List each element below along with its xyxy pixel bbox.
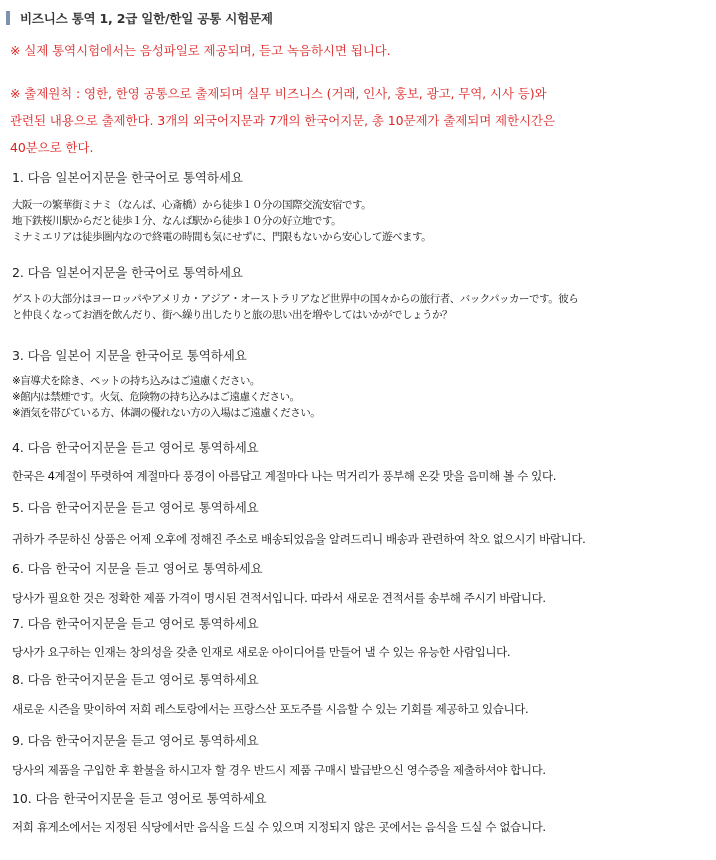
question-passage: 당사가 요구하는 인재는 창의성을 갖춘 인재로 새로운 아이디어를 만들어 낼 수 있는 유능한 사람입니다. bbox=[12, 645, 511, 659]
question-heading: 5. 다음 한국어지문을 듣고 영어로 통역하세요 bbox=[12, 500, 259, 515]
question-7 bbox=[12, 614, 510, 660]
question-3 bbox=[12, 346, 320, 421]
passage-line: と仲良くなってお酒を飲んだり、街へ繰り出したりと旅の思い出を増やしてはいかがでしょうか？ bbox=[12, 309, 452, 321]
question-heading: 4. 다음 한국어지문을 듣고 영어로 통역하세요 bbox=[12, 440, 259, 455]
question-passage bbox=[12, 291, 578, 323]
question-passage bbox=[12, 197, 431, 245]
notice-recording: ※ 실제 통역시험에서는 음성파일로 제공되며, 듣고 녹음하시면 됩니다. bbox=[10, 43, 391, 58]
page-title: 비즈니스 통역 1, 2급 일한/한일 공통 시험문제 bbox=[20, 11, 273, 26]
question-heading: 10. 다음 한국어지문을 듣고 영어로 통역하세요 bbox=[12, 791, 267, 806]
question-heading: 6. 다음 한국어 지문을 듣고 영어로 통역하세요 bbox=[12, 561, 263, 576]
question-passage: 저희 휴게소에서는 지정된 식당에서만 음식을 드실 수 있으며 지정되지 않은 곳에서는 음식을 드실 수 없습니다. bbox=[12, 820, 546, 834]
question-1 bbox=[12, 168, 431, 245]
passage-line: ※盲導犬を除き、ペットの持ち込みはご遠慮ください。 bbox=[12, 375, 260, 387]
notice-principles-line-1: ※ 출제원칙 : 영한, 한영 공통으로 출제되며 실무 비즈니스 (거래, 인사, 홍보, 광고, 무역, 시사 등)와 bbox=[10, 86, 547, 101]
question-passage: 당사의 제품을 구입한 후 환불을 하시고자 할 경우 반드시 제품 구매시 발급받으신 영수증을 제출하셔야 합니다. bbox=[12, 763, 546, 777]
passage-line: 大阪一の繁華街ミナミ（なんば、心斎橋）から徒歩１０分の国際交流安宿です。 bbox=[12, 199, 372, 211]
question-heading: 1. 다음 일본어지문을 한국어로 통역하세요 bbox=[12, 170, 243, 185]
question-8 bbox=[12, 670, 528, 717]
passage-line: ※酒気を帯びている方、体調の優れない方の入場はご遠慮ください。 bbox=[12, 407, 321, 419]
question-heading: 2. 다음 일본어지문을 한국어로 통역하세요 bbox=[12, 265, 243, 280]
question-passage: 한국은 4계절이 뚜렷하여 계절마다 풍경이 아름답고 계절마다 나는 먹거리가 풍부해 온갖 맛을 음미해 볼 수 있다. bbox=[12, 469, 557, 483]
question-heading: 8. 다음 한국어지문을 듣고 영어로 통역하세요 bbox=[12, 672, 259, 687]
question-6 bbox=[12, 559, 546, 606]
question-2 bbox=[12, 263, 578, 323]
question-passage: 당사가 필요한 것은 정확한 제품 가격이 명시된 견적서입니다. 따라서 새로운 견적서를 송부해 주시기 바랍니다. bbox=[12, 591, 546, 605]
question-passage: 귀하가 주문하신 상품은 어제 오후에 정해진 주소로 배송되었음을 알려드리니 배송과 관련하여 착오 없으시기 바랍니다. bbox=[12, 532, 586, 546]
passage-line: 地下鉄桜川駅からだと徒歩１分、なんば駅から徒歩１０分の好立地です。 bbox=[12, 215, 342, 227]
passage-line: ミナミエリアは徒歩圏内なので終電の時間も気にせずに、門限もないから安心して遊べます。 bbox=[12, 231, 432, 243]
question-heading: 3. 다음 일본어 지문을 한국어로 통역하세요 bbox=[12, 348, 247, 363]
question-passage bbox=[12, 373, 320, 421]
passage-line: ゲストの大部分はヨーロッパやアメリカ・アジア・オーストラリアなど世界中の国々からの旅行者、バックパッカーです。彼ら bbox=[12, 293, 579, 305]
notice-principles-line-3: 40분으로 한다. bbox=[10, 140, 94, 155]
notice-principles bbox=[10, 80, 555, 161]
question-10 bbox=[12, 789, 546, 835]
question-4 bbox=[12, 438, 556, 484]
question-passage: 새로운 시즌을 맞이하여 저희 레스토랑에서는 프랑스산 포도주를 시음할 수 있는 기회를 제공하고 있습니다. bbox=[12, 702, 529, 716]
question-5 bbox=[12, 498, 585, 547]
question-heading: 9. 다음 한국어지문을 듣고 영어로 통역하세요 bbox=[12, 733, 259, 748]
title-row bbox=[6, 8, 273, 28]
title-accent-bar bbox=[6, 11, 10, 25]
notice-principles-line-2: 관련된 내용으로 출제한다. 3개의 외국어지문과 7개의 한국어지문, 총 10문제가 출제되며 제한시간은 bbox=[10, 113, 555, 128]
question-heading: 7. 다음 한국어지문을 듣고 영어로 통역하세요 bbox=[12, 616, 259, 631]
passage-line: ※館内は禁煙です。火気、危険物の持ち込みはご遠慮ください。 bbox=[12, 391, 300, 403]
question-9 bbox=[12, 731, 546, 778]
